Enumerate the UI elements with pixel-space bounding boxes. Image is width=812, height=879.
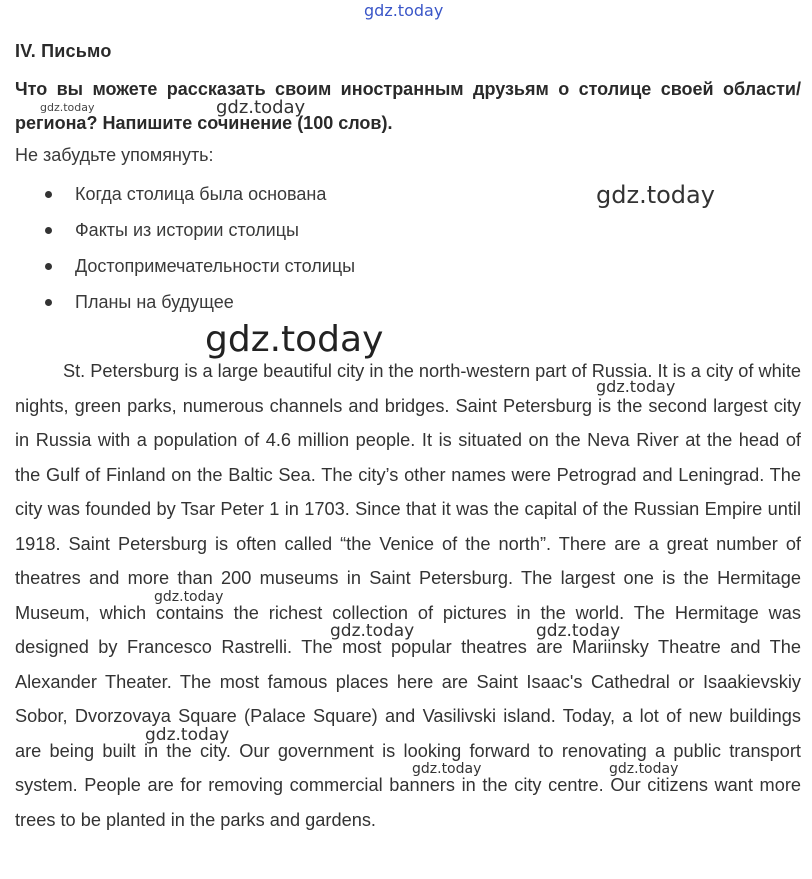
- watermark: gdz.today: [205, 319, 384, 360]
- reminder-label: Не забудьте упомянуть:: [15, 145, 214, 165]
- watermark: gdz.today: [412, 761, 482, 777]
- bullet-icon: [45, 227, 52, 234]
- bullet-icon: [45, 299, 52, 306]
- task-prompt: Что вы можете рассказать своим иностранным друзьям о столице своей области/региона? Напишите сочинение (100 слов).: [15, 79, 801, 133]
- list-item: [0, 176, 355, 212]
- watermark: gdz.today: [216, 97, 306, 118]
- list-item-text: Факты из истории столицы: [75, 220, 299, 240]
- section-heading: IV. Письмо: [15, 41, 112, 61]
- watermark: gdz.today: [330, 621, 415, 641]
- list-item-text: Планы на будущее: [75, 292, 234, 312]
- watermark: gdz.today: [609, 761, 679, 777]
- watermark: gdz.today: [40, 101, 95, 114]
- list-item: [0, 212, 355, 248]
- list-item: [0, 284, 355, 320]
- list-item-text: Достопримечательности столицы: [75, 256, 356, 276]
- bullet-icon: [45, 191, 52, 198]
- list-item-text: Когда столица была основана: [75, 184, 327, 204]
- watermark: gdz.today: [596, 377, 676, 396]
- list-item: [0, 248, 355, 284]
- essay-text: St. Petersburg is a large beautiful city in the north-western part of Russia. It is a city of white nights, green parks, numerous channels and bridges. Saint Petersburg is the second largest city in Russia with a population of 4.6 million people. It is situated on the Neva River at the head of the Gulf of Finland on the Baltic Sea. The city’s other names were Petrograd and Leningrad. The city was founded by Tsar Peter 1 in 1703. Since that it was the capital of the Russian Empire until 1918. Saint Petersburg is often called “the Venice of the north”. There are a great number of theatres and more than 200 museums in Saint Petersburg. The largest one is the Hermitage Museum, which contains the richest collection of pictures in the world. The Hermitage was designed by Francesco Rastrelli. The most popular theatres are Mariinsky Theatre and The Alexander Theater. The most famous places here are Saint Isaac's Cathedral or Isaakievskiy Sobor, Dvorzovaya Square (Palace Square) and Vasilivski island. Today, a lot of new buildings are being built in the city. Our government is looking forward to renovating a public transport system. People are for removing commercial banners in the city centre. Our citizens want more trees to be planted in the parks and gardens.: [15, 361, 801, 830]
- watermark: gdz.today: [145, 725, 230, 745]
- watermark: gdz.today: [536, 621, 621, 641]
- bullet-icon: [45, 263, 52, 270]
- watermark: gdz.today: [596, 181, 715, 209]
- requirements-list: [0, 176, 355, 320]
- watermark: gdz.today: [154, 589, 224, 605]
- watermark[interactable]: gdz.today: [364, 1, 444, 20]
